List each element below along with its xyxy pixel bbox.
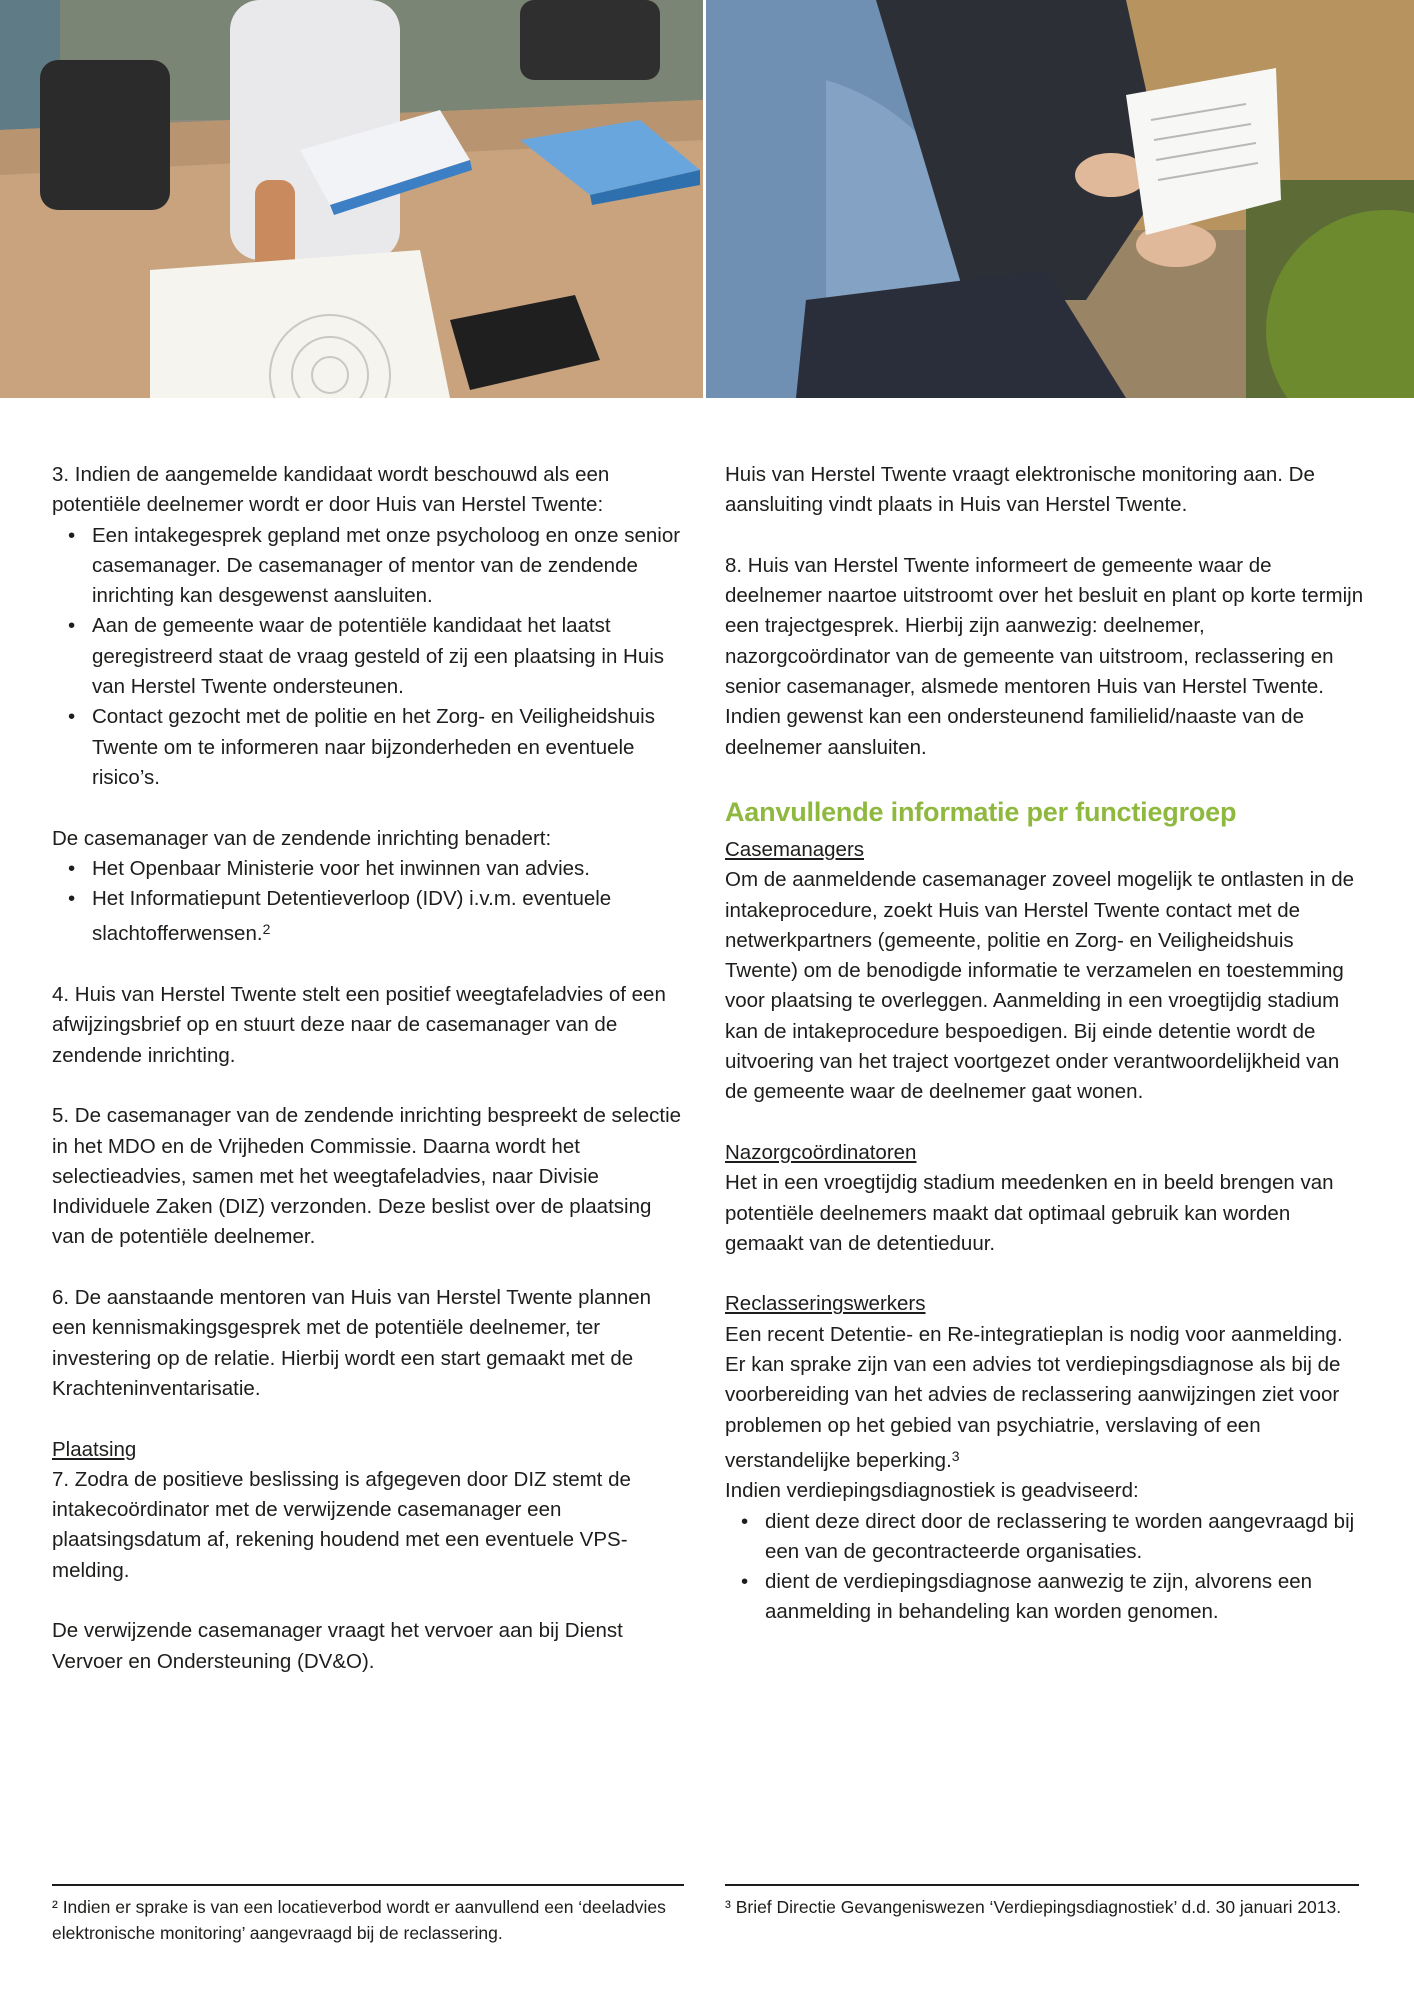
step-6-text: 6. De aanstaande mentoren van Huis van Herstel Twente plannen een kennismakingsgesprek met de potentiële deelnemer, ter investering op de relatie. Hierbij wordt een start gemaakt met de Krachteninventarisatie. [52, 1286, 652, 1400]
nazorg-text: Het in een vroegtijdig stadium meedenken en in beeld brengen van potentiële deelnemers maakt dat optimaal gebruik kan worden gemaakt van de detentieduur. [725, 1171, 1334, 1255]
casemanagers-text: Om de aanmeldende casemanager zoveel mogelijk te ontlasten in de intakeprocedure, zoekt Huis van Herstel Twente contact met de netwerkpartners (gemeente, politie en Zorg- en Veiligheidshuis Twente) om de benodigde informatie te verzamelen en toestemming voor plaatsing te overleggen. Aanmelding in een vroegtijdig stadium kan de intakeprocedure bespoedigen. Bij einde detentie wordt de uitvoering van het traject voortgezet onder verantwoordelijkheid van de gemeente waar de deelnemer gaat wonen. [725, 868, 1355, 1104]
list-item-text: Het Informatiepunt Detentieverloop (IDV) i.v.m. eventuele slachtofferwensen. [92, 887, 612, 946]
list-item: • Contact gezocht met de politie en het Zorg- en Veiligheidshuis Twente om te informeren naar bijzonderheden en eventuele risico’s. [92, 702, 684, 793]
section-title: Aanvullende informatie per functiegroep [725, 796, 1237, 827]
step-3-list [52, 521, 684, 794]
footnote-ref-3[interactable]: 3 [951, 1447, 960, 1464]
list-item: • dient de verdiepingsdiagnose aanwezig te zijn, alvorens een aanmelding in behandeling kan worden genomen. [765, 1567, 1365, 1628]
right-column [725, 460, 1365, 1628]
reclassering-text [725, 1320, 1365, 1476]
casemanagers-heading: Casemanagers [725, 837, 865, 861]
plaatsing-heading: Plaatsing [52, 1437, 137, 1461]
footnote-divider [52, 1884, 684, 1886]
header-photos [0, 0, 1414, 398]
footnote-2 [52, 1884, 684, 1946]
list-item: • Een intakegesprek gepland met onze psycholoog en onze senior casemanager. De casemanager of mentor van de zendende inrichting kan desgewenst aansluiten. [92, 521, 684, 612]
verdieping-intro: Indien verdiepingsdiagnostiek is geadviseerd: [725, 1479, 1139, 1503]
photo-meeting-table [0, 0, 703, 398]
footnote-3 [725, 1884, 1359, 1920]
monitoring-text: Huis van Herstel Twente vraagt elektronische monitoring aan. De aansluiting vindt plaats in Huis van Herstel Twente. [725, 463, 1315, 517]
step-3-text: 3. Indien de aangemelde kandidaat wordt beschouwd als een potentiële deelnemer wordt er door Huis van Herstel Twente: [52, 463, 610, 517]
photo-reading-letter-illustration [706, 0, 1414, 398]
casemanager-intro: De casemanager van de zendende inrichting benadert: [52, 826, 552, 850]
reclassering-body: Een recent Detentie- en Re-integratieplan is nodig voor aanmelding. Er kan sprake zijn van een advies tot verdiepingsdiagnose als bij de voorbereiding van het advies de reclassering aanwijzingen ziet voor problemen op het gebied van psychiatrie, verslaving of een verstandelijke beperking. [725, 1322, 1343, 1472]
footnote-3-text: ³ Brief Directie Gevangeniswezen ‘Verdiepingsdiagnostiek’ d.d. 30 januari 2013. [725, 1897, 1342, 1917]
list-item: • Aan de gemeente waar de potentiële kandidaat het laatst geregistreerd staat de vraag gesteld of zij een plaatsing in Huis van Herstel Twente ondersteunen. [92, 611, 684, 702]
step-5-text: 5. De casemanager van de zendende inrichting bespreekt de selectie in het MDO en de Vrijheden Commissie. Daarna wordt het selectieadvies, samen met het weegtafeladvies, naar Divisie Individuele Zaken (DIZ) verzonden. Deze beslist over de plaatsing van de potentiële deelnemer. [52, 1104, 682, 1249]
step-8-text: 8. Huis van Herstel Twente informeert de gemeente waar de deelnemer naartoe uitstroomt over het besluit en plant op korte termijn een trajectgesprek. Hierbij zijn aanwezig: deelnemer, nazorgcoördinator van de gemeente van uitstroom, reclassering en senior casemanager, alsmede mentoren Huis van Herstel Twente. Indien gewenst kan een ondersteunend familielid/naaste van de deelnemer aansluiten. [725, 553, 1364, 759]
nazorg-heading: Nazorgcoördinatoren [725, 1140, 917, 1164]
step-7-text: 7. Zodra de positieve beslissing is afgegeven door DIZ stemt de intakecoördinator met de verwijzende casemanager een plaatsingsdatum af, rekening houdend met een eventuele VPS-melding. [52, 1467, 631, 1582]
footnote-ref-2[interactable]: 2 [262, 921, 271, 938]
footnote-divider [725, 1884, 1359, 1886]
list-item: • dient deze direct door de reclassering te worden aangevraagd bij een van de gecontracteerde organisaties. [765, 1507, 1365, 1568]
list-item [92, 884, 684, 950]
list-item: • Het Openbaar Ministerie voor het inwinnen van advies. [92, 854, 684, 884]
reclassering-heading: Reclasseringswerkers [725, 1292, 926, 1316]
left-column [52, 460, 684, 1677]
footnote-2-text: ² Indien er sprake is van een locatieverbod wordt er aanvullend een ‘deeladvies elektronische monitoring’ aangevraagd bij de reclassering. [52, 1897, 666, 1943]
photo-meeting-table-illustration [0, 0, 703, 398]
photo-reading-letter [706, 0, 1414, 398]
step-4-text: 4. Huis van Herstel Twente stelt een positief weegtafeladvies of een afwijzingsbrief op en stuurt deze naar de casemanager van de zendende inrichting. [52, 983, 666, 1067]
verdieping-list [725, 1507, 1365, 1628]
vervoer-text: De verwijzende casemanager vraagt het vervoer aan bij Dienst Vervoer en Ondersteuning (DV&O). [52, 1619, 623, 1673]
casemanager-list [52, 854, 684, 950]
